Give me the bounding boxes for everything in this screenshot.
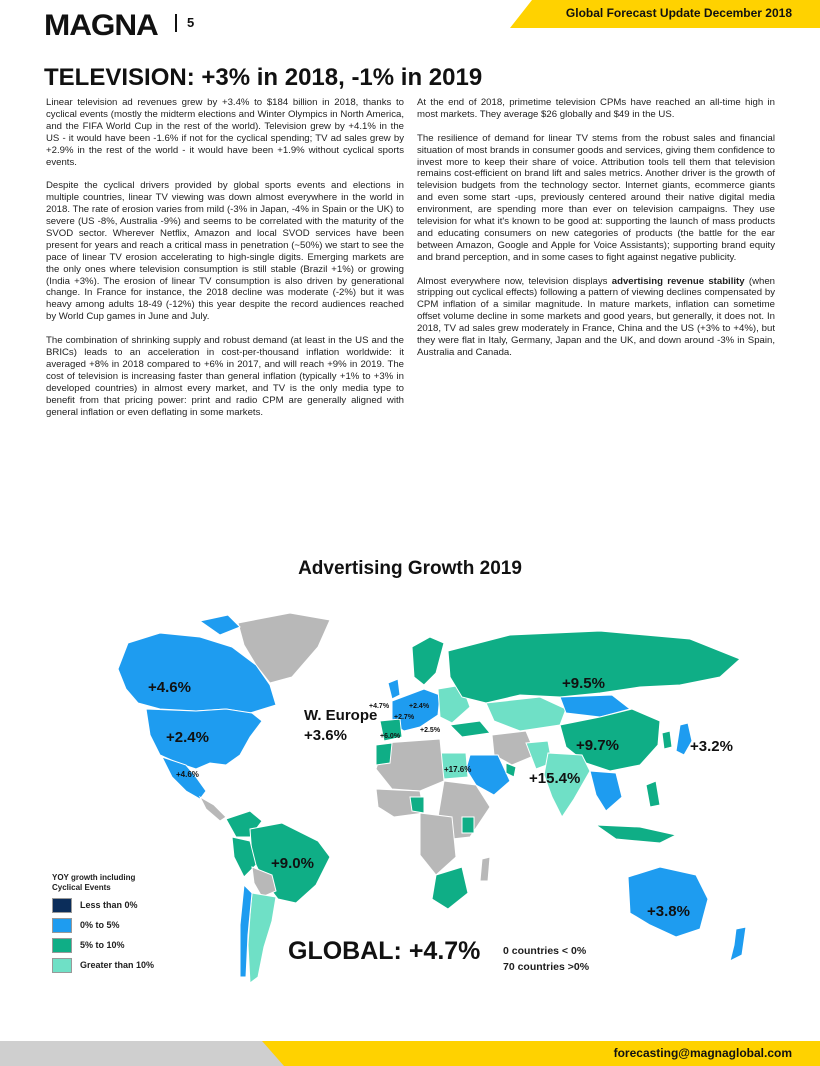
label-canada: +4.6%: [148, 679, 191, 696]
region-turkey: [450, 721, 490, 737]
region-central-asia: [486, 697, 566, 731]
legend-swatch: [52, 938, 72, 953]
footer-grey-wedge: [262, 1041, 284, 1066]
report-title: Global Forecast Update December 2018: [565, 6, 792, 20]
region-central-africa: [420, 813, 456, 875]
region-scandinavia: [412, 637, 444, 685]
label-europe-a: +4.7%: [369, 703, 390, 710]
magna-logo: MAGNA: [44, 9, 158, 42]
region-australia: [628, 867, 708, 937]
label-mexico: +4.6%: [176, 770, 199, 779]
legend-item: [52, 937, 125, 953]
paragraph: The combination of shrinking supply and robust demand (at least in the US and the BRICs) leads to an acceleration in cost-per-thousand inflation worldwide: it averaged +8% in 2018 compared to +6% in 2017, and will reach +9% in 2019. The cost of television is increasing faster than general inflation (typically +1% to +3% in developed countries) in almost every market, and TV is the only media type to benefit from that pricing power: print and radio CPM are generally aligned with general inflation or even deflating in some markets.: [46, 335, 404, 418]
label-europe-d: +6.0%: [380, 733, 401, 740]
countries-positive: 70 countries >0%: [503, 961, 590, 973]
paragraph: [417, 276, 775, 359]
label-w-europe-name: W. Europe: [304, 707, 378, 724]
bold-phrase: advertising revenue stability: [611, 275, 745, 287]
label-w-europe-value: +3.6%: [304, 727, 347, 744]
label-india: +15.4%: [529, 770, 581, 787]
region-philippines: [646, 781, 660, 807]
paragraph: Linear television ad revenues grew by +3.4% to $184 billion in 2018, thanks to cyclical events (mostly the midterm elections and Winter Olympics in North America, and the FIFA World Cup in the rest of the world). Television grew by +4.1% in the US - it would have been -1.6% if not for the cyclical spending; TV ad sales grew by +2.9% in the rest of the world - it would have been +1.9% without cyclical sports events.: [46, 97, 404, 168]
legend-item: [52, 957, 154, 973]
label-china: +9.7%: [576, 737, 619, 754]
legend-label: Greater than 10%: [80, 960, 155, 970]
label-europe-e: +2.5%: [420, 727, 441, 734]
label-brazil: +9.0%: [271, 855, 314, 872]
left-column: [46, 97, 404, 430]
label-europe-b: +2.4%: [409, 703, 430, 710]
region-nigeria: [410, 797, 424, 813]
region-central-america: [200, 797, 226, 821]
paragraph: The resilience of demand for linear TV stems from the robust sales and financial situation of most brands in consumer goods and services, giving them confidence to invest more to keep their share of voice. Attribution tools tell them that television remains cost-efficient on brand lift and sales metrics. Another driver is the growth of television budgets from the technology sector. Internet giants, ecommerce giants and even some start -ups, previously centered around their native digital media environment, are spending more than ever on television campaigns. They use television for what it's known to be good at: supporting the launch of mass products and educating consumers on new categories of products (the battle for the ear between Amazon, Google and Apple for Voice Assistants); supporting brand equity and brand perception, and in some cases to fight against negative publicity.: [417, 132, 775, 263]
region-madagascar: [480, 857, 490, 881]
region-indonesia: [596, 825, 676, 843]
footer-email[interactable]: forecasting@magnaglobal.com: [613, 1046, 792, 1060]
paragraph: Despite the cyclical drivers provided by global sports events and elections in multiple countries, linear TV viewing was down almost everywhere in the world in 2018. The rate of erosion varies from mild (-3% in Japan, -4% in Spain or the UK) to severe (US -8%, Australia -9%) and seems to be correlated with the maturity of the SVOD sector. Wherever Netflix, Amazon and local SVOD services have been present for years and reach a critical mass in penetration (~50%) we start to see the pace of linear TV erosion accelerating to high-single digits. Emerging markets are the only ones where television consumption is still stable (Brazil +1%) or growing (India +3%). The erosion of linear TV consumption is also driven by generational change. In France for instance, the 2018 decline was moderate (-2%) but it was heavy among adults 18-49 (-12%) this year despite the record audiences reached by World Cup games in June and July.: [46, 180, 404, 323]
paragraph: At the end of 2018, primetime television CPMs have reached an all-time high in most markets. They average $26 globally and $49 in the US.: [417, 97, 775, 120]
global-growth: GLOBAL: +4.7%: [288, 937, 481, 965]
paragraph-text: Almost everywhere now, television displays: [417, 275, 612, 287]
label-japan: +3.2%: [690, 738, 733, 755]
header-yellow-wedge: [510, 0, 532, 28]
legend-label: 5% to 10%: [80, 940, 125, 950]
countries-negative: 0 countries < 0%: [503, 945, 587, 957]
region-kenya: [462, 817, 474, 833]
label-europe-c: +2.7%: [394, 714, 415, 721]
legend-item: [52, 897, 138, 913]
region-arctic-islands: [200, 615, 240, 635]
region-southeast-asia: [590, 771, 622, 811]
legend-swatch: [52, 918, 72, 933]
region-new-zealand: [730, 927, 746, 961]
page-number: 5: [175, 14, 194, 32]
legend-title: YOY growth including Cyclical Events: [52, 873, 136, 892]
section-title: TELEVISION: +3% in 2018, -1% in 2019: [44, 64, 483, 91]
label-russia: +9.5%: [562, 675, 605, 692]
map-title: Advertising Growth 2019: [298, 558, 522, 579]
legend-label: 0% to 5%: [80, 920, 120, 930]
right-column: [417, 97, 775, 371]
legend-swatch: [52, 898, 72, 913]
paragraph-text: (when stripping out cyclical effects) following a pattern of viewing declines compensated by CPM inflation of a similar magnitude. In mature markets, inflation can sometime offset volume decline in some markets and good years, but generally, it does not. In 2018, TV ad sales grew moderately in France, China and the US (+3% to +4%), but they were flat in Italy, Germany, Japan and the UK, and down around -3% in Spain, Australia and Canada.: [417, 275, 775, 358]
legend-swatch: [52, 958, 72, 973]
region-uk: [388, 679, 400, 699]
region-morocco: [376, 743, 392, 765]
footer-grey-bar: [0, 1041, 262, 1066]
label-us: +2.4%: [166, 729, 209, 746]
region-russia: [448, 631, 740, 703]
region-argentina: [248, 893, 276, 983]
legend-label: Less than 0%: [80, 900, 138, 910]
label-australia: +3.8%: [647, 903, 690, 920]
legend-item: [52, 917, 120, 933]
label-middle-east: +17.6%: [444, 765, 472, 774]
region-korea: [662, 731, 672, 749]
